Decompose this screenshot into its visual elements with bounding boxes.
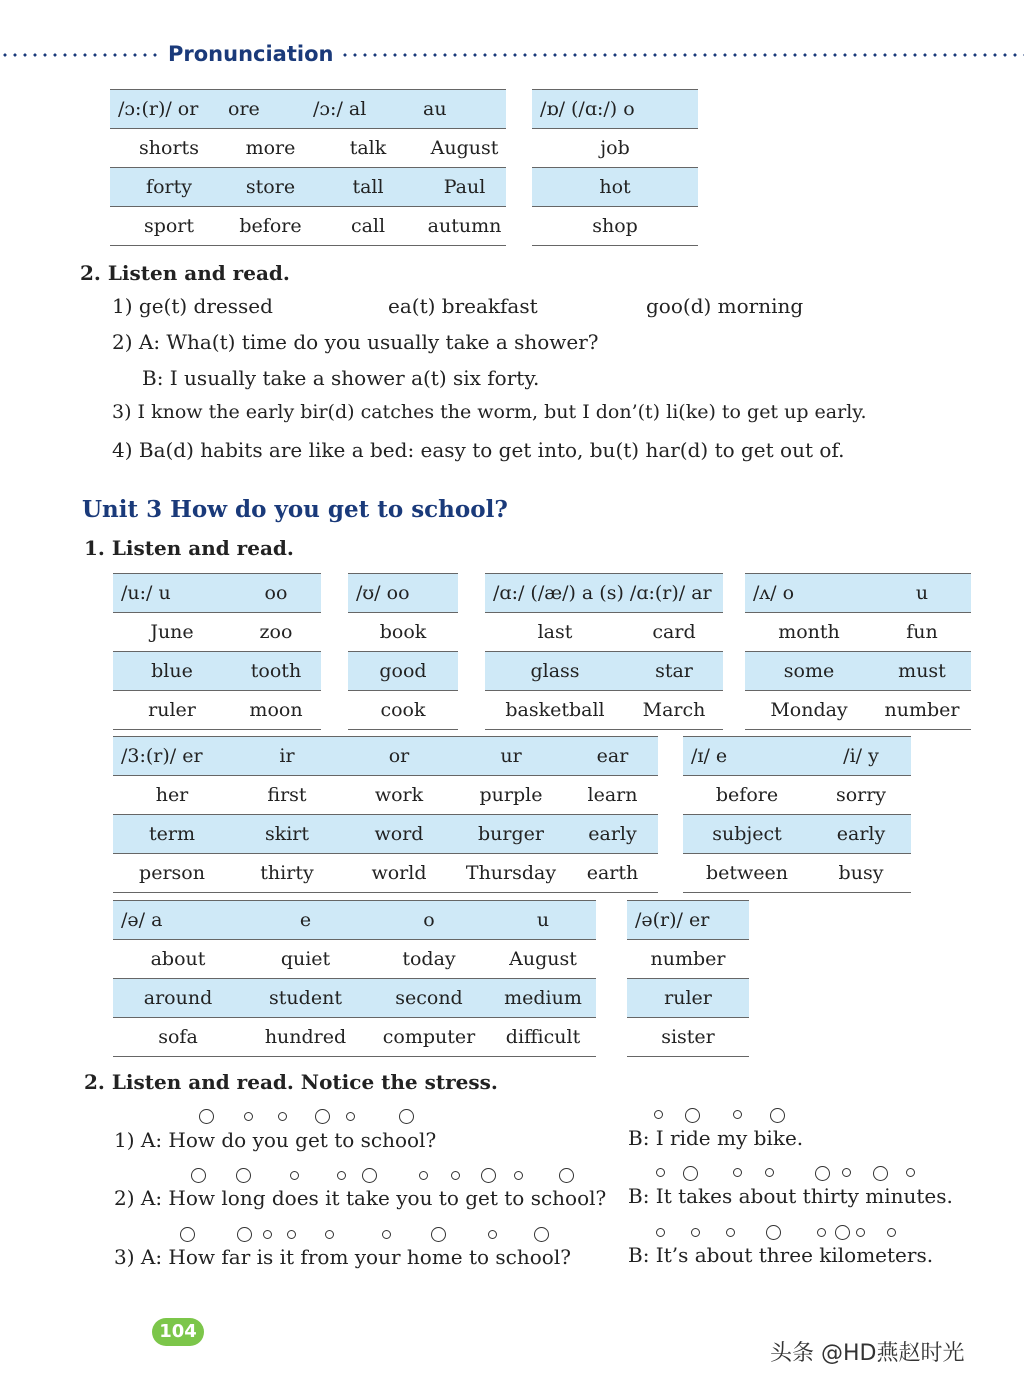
stress-circle-icon xyxy=(656,1168,665,1177)
header-dots-right xyxy=(340,52,1024,58)
table-schwa: /ə/ a e o u about quiet today August around student second medium sofa hundred computer difficult xyxy=(113,900,596,1057)
header-dots-left xyxy=(0,52,162,58)
stress-circle-icon xyxy=(817,1228,826,1237)
ex2-line2b: B: I usually take a shower a(t) six forty. xyxy=(142,366,540,390)
stress-circle-icon xyxy=(906,1168,915,1177)
dialogue-3-b: B: It’s about three kilometers. xyxy=(628,1243,934,1267)
unit-ex2-title: 2. Listen and read. Notice the stress. xyxy=(84,1070,498,1094)
stress-circle-icon xyxy=(180,1227,195,1242)
stress-circle-icon xyxy=(765,1168,774,1177)
ex2-line3: 3) I know the early bir(d) catches the worm, but I don’(t) li(ke) to get up early. xyxy=(112,401,867,423)
stress-circle-icon xyxy=(766,1225,781,1240)
stress-circle-icon xyxy=(419,1171,428,1180)
dialogue-1-b: B: I ride my bike. xyxy=(628,1126,804,1150)
stress-circle-icon xyxy=(325,1230,334,1239)
stress-circle-icon xyxy=(481,1168,496,1183)
table-a-ar: /ɑ:/ (/æ/) a (s) /ɑ:(r)/ ar last card glass star basketball March xyxy=(485,573,723,730)
stress-circle-icon xyxy=(683,1166,698,1181)
stress-circle-icon xyxy=(244,1112,253,1121)
stress-circle-icon xyxy=(835,1225,850,1240)
stress-circle-icon xyxy=(290,1171,299,1180)
table-i-y: /ɪ/ e /i/ y before sorry subject early between busy xyxy=(683,736,911,893)
table-short-u-oo: /ʊ/ oo book good cook xyxy=(348,573,458,730)
stress-circle-icon xyxy=(726,1228,735,1237)
stress-circle-icon xyxy=(691,1228,700,1237)
stress-circle-icon xyxy=(733,1168,742,1177)
stress-circle-icon xyxy=(451,1171,460,1180)
stress-circle-icon xyxy=(278,1112,287,1121)
stress-circle-icon xyxy=(362,1168,377,1183)
stress-circle-icon xyxy=(856,1228,865,1237)
dialogue-2-b: B: It takes about thirty minutes. xyxy=(628,1184,953,1208)
dialogue-1-a: 1) A: How do you get to school? xyxy=(114,1128,437,1152)
table-u-oo: /u:/ u oo June zoo blue tooth ruler moon xyxy=(113,573,321,730)
table-schwa-r: /ə(r)/ er number ruler sister xyxy=(627,900,749,1057)
dialogue-2-a: 2) A: How long does it take you to get to school? xyxy=(114,1186,607,1210)
stress-circle-icon xyxy=(656,1228,665,1237)
stress-circle-icon xyxy=(488,1230,497,1239)
stress-circle-icon xyxy=(346,1112,355,1121)
page-number-badge: 104 xyxy=(152,1318,204,1346)
ex2-line4: 4) Ba(d) habits are like a bed: easy to get into, bu(t) har(d) to get out of. xyxy=(112,438,845,462)
top-table-short-o: /ɒ/ (/ɑ:/) o job hot shop xyxy=(532,89,698,246)
stress-circle-icon xyxy=(191,1168,206,1183)
stress-circle-icon xyxy=(287,1230,296,1239)
stress-circle-icon xyxy=(770,1108,785,1123)
stress-circle-icon xyxy=(873,1166,888,1181)
unit-title: Unit 3 How do you get to school? xyxy=(82,496,508,523)
watermark: 头条 @HD燕赵时光 xyxy=(770,1341,965,1366)
stress-circle-icon xyxy=(733,1110,742,1119)
table-schwa-o-u: /ʌ/ o u month fun some must Monday number xyxy=(745,573,971,730)
top-table-o: /ɔ:(r)/ or ore /ɔ:/ al au shorts more talk August forty store tall Paul sport before call autumn xyxy=(110,89,506,246)
dialogue-3-a: 3) A: How far is it from your home to school? xyxy=(114,1245,571,1269)
stress-circle-icon xyxy=(399,1109,414,1124)
stress-circle-icon xyxy=(534,1227,549,1242)
stress-circle-icon xyxy=(654,1110,663,1119)
stress-circle-icon xyxy=(685,1108,700,1123)
exercise-2-title: 2. Listen and read. xyxy=(80,261,290,285)
stress-circle-icon xyxy=(263,1230,272,1239)
stress-circle-icon xyxy=(199,1109,214,1124)
stress-circle-icon xyxy=(559,1168,574,1183)
ex2-line1-a: 1) ge(t) dressed xyxy=(112,294,273,318)
ex2-line1-b: ea(t) breakfast xyxy=(388,294,538,318)
stress-circle-icon xyxy=(315,1109,330,1124)
stress-circle-icon xyxy=(337,1171,346,1180)
ex2-line2: 2) A: Wha(t) time do you usually take a shower? xyxy=(112,330,599,354)
stress-circle-icon xyxy=(237,1227,252,1242)
unit-ex1-title: 1. Listen and read. xyxy=(84,536,294,560)
stress-circle-icon xyxy=(431,1227,446,1242)
stress-circle-icon xyxy=(842,1168,851,1177)
table-er-ir: /3:(r)/ er ir or ur ear her first work purple learn term skirt word burger early person thirty world Thursday earth xyxy=(113,736,658,893)
stress-circle-icon xyxy=(514,1171,523,1180)
stress-circle-icon xyxy=(815,1166,830,1181)
stress-circle-icon xyxy=(887,1228,896,1237)
stress-circle-icon xyxy=(382,1230,391,1239)
stress-circle-icon xyxy=(236,1168,251,1183)
ex2-line1-c: goo(d) morning xyxy=(646,294,804,318)
section-title: Pronunciation xyxy=(168,42,334,66)
